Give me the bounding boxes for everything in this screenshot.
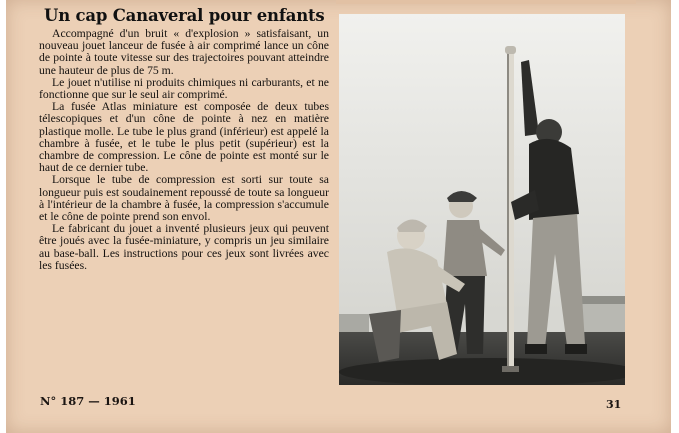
page-number: 31 [606,398,622,411]
photo-illustration [339,14,625,385]
paragraph: Lorsque le tube de compression est sorti sur toute sa longueur puis est soudainement repoussé de toute sa longueur à l'intérieur de la chambre à fusée, la compression s'accumule et le cône de pointe prend son envol. [39,173,329,224]
torn-edge [336,0,636,4]
magazine-page [6,0,671,433]
article-body [39,28,329,272]
paragraph: Accompagné d'un bruit « d'explosion » satisfaisant, un nouveau jouet lanceur de fusée à air comprimé lance un cône de pointe à toute vitesse sur des trajectoires pouvant atteindre une hauteur de plus de 75 m. [39,27,329,77]
article-photo [339,14,625,385]
paragraph: Le jouet n'utilise ni produits chimiques ni carburants, et ne fonctionne que sur le seul air comprimé. [39,75,329,102]
article-title: Un cap Canaveral pour enfants [44,6,325,25]
paragraph: Le fabricant du jouet a inventé plusieurs jeux qui peuvent être joués avec la fusée-miniature, y compris un jeu similaire au base-ball. Les instructions pour ces jeux sont livrées avec les fusées. [39,222,329,272]
issue-number: N° 187 — 1961 [40,394,136,408]
paragraph: La fusée Atlas miniature est composée de deux tubes télescopiques et d'un cône de pointe à nez en matière plastique molle. Le tube le plus grand (inférieur) est appelé la chambre à fusée, et le tube le plus petit (supérieur) est la chambre de compression. Le cône de pointe est monté sur le haut de ce dernier tube. [39,100,329,175]
